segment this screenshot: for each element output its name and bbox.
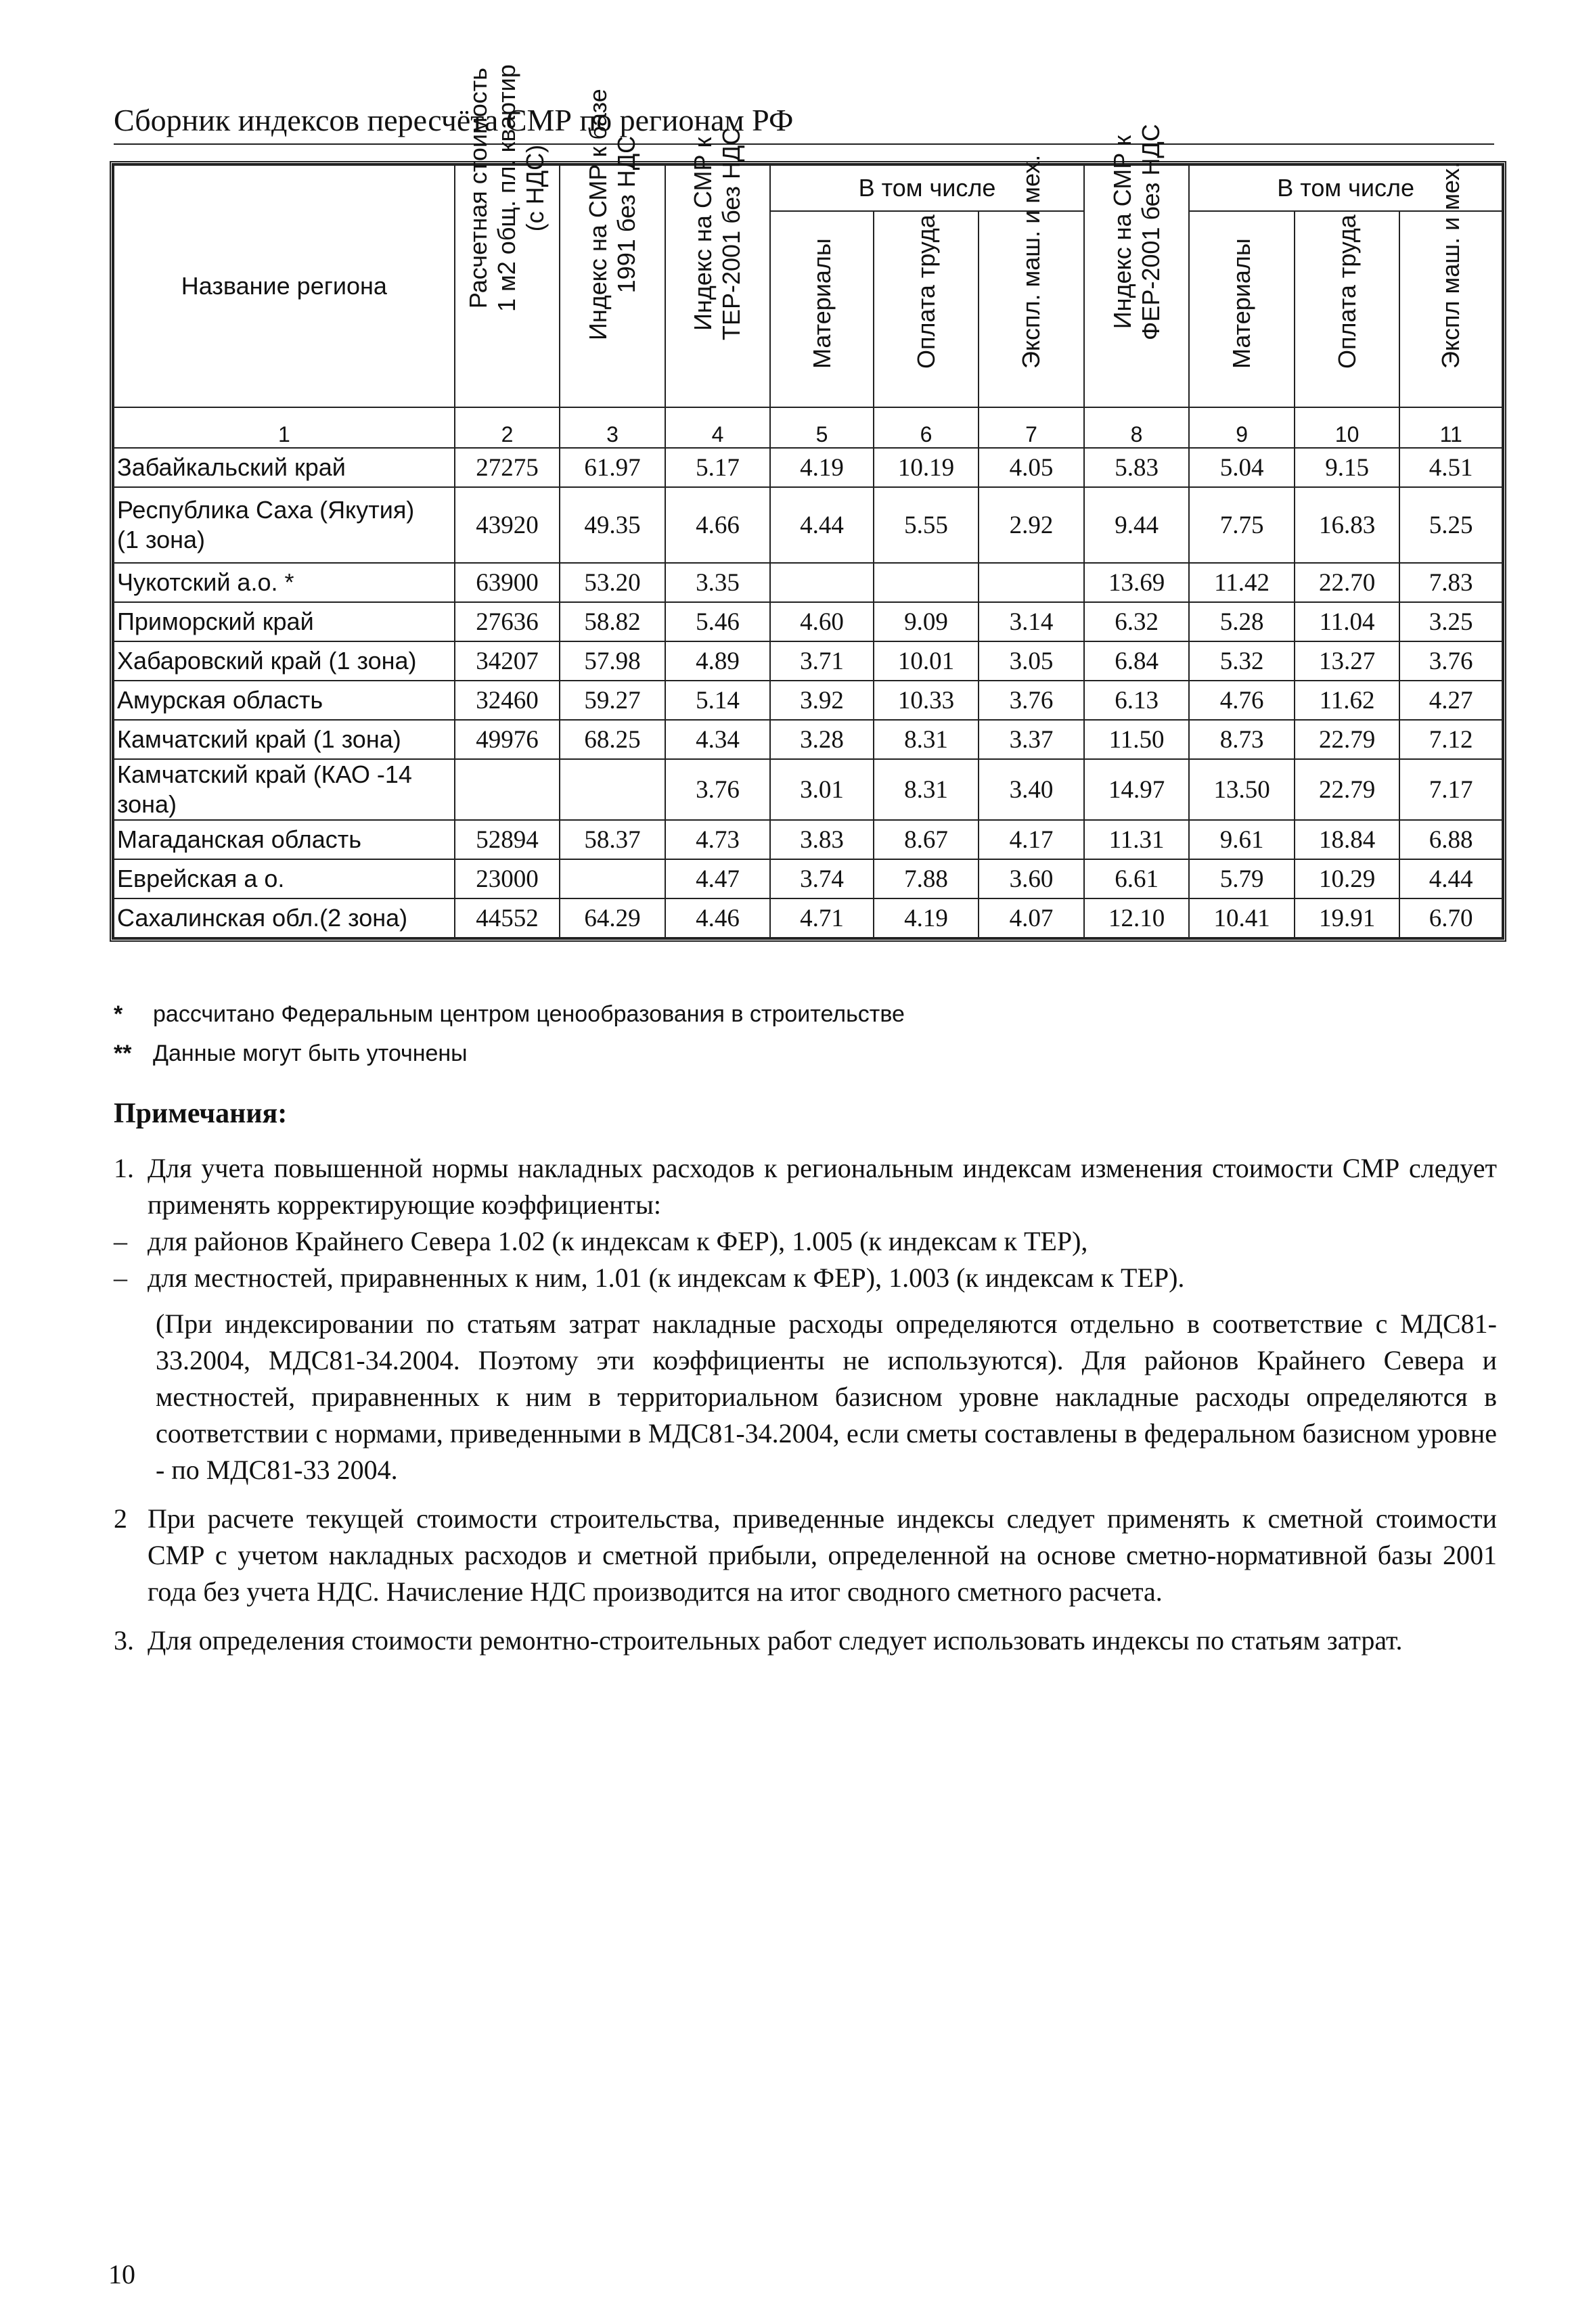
region-name-cell: [114, 487, 455, 563]
col-header-text: Материалы: [807, 238, 836, 369]
note-2: [114, 1501, 1497, 1610]
value-cell: 6.13: [1084, 681, 1190, 720]
value-cell: 44552: [455, 898, 560, 938]
region-name-cell: Камчатский край (КАО -14 зона): [114, 759, 455, 820]
value-cell: 5.46: [665, 602, 771, 641]
column-number-row: [114, 407, 1502, 448]
value-cell: 6.32: [1084, 602, 1190, 641]
column-number: 5: [770, 407, 874, 448]
region-name-cell: Сахалинская обл.(2 зона): [114, 898, 455, 938]
value-cell: 43920: [455, 487, 560, 563]
note-subitem-text: для районов Крайнего Севера 1.02 (к индексам к ФЕР), 1.005 (к индексам к ТЕР),: [148, 1226, 1088, 1256]
col-header-text: Материалы: [1228, 238, 1256, 369]
footnote-2: [114, 1034, 1494, 1073]
value-cell: 11.50: [1084, 720, 1190, 759]
region-name-cell: Магаданская область: [114, 820, 455, 859]
value-cell: 5.55: [874, 487, 979, 563]
column-number: 1: [114, 407, 455, 448]
col-header-text: Экспл. маш. и мех.: [1017, 154, 1046, 369]
value-cell: [560, 759, 665, 820]
col-header-fer-labor: [1295, 211, 1400, 407]
col-header-ter-machines: [979, 154, 1084, 407]
table-row: [114, 487, 1502, 563]
col-header-text: (с НДС): [521, 144, 549, 232]
note-text: При расчете текущей стоимости строительства, приведенные индексы следует применять к сметной стоимости СМР с учетом накладных расходов и сметной прибыли, определенной на основе сметно-нормативной базы 2001 года без учета НДС. Начисление НДС производится на итог сводного сметного расчета.: [148, 1503, 1497, 1607]
value-cell: 10.41: [1189, 898, 1295, 938]
dash-marker: –: [114, 1262, 127, 1293]
col-header-ter-labor: [874, 211, 979, 407]
value-cell: 3.37: [979, 720, 1084, 759]
value-cell: 13.69: [1084, 563, 1190, 602]
value-cell: 3.40: [979, 759, 1084, 820]
column-number: 3: [560, 407, 665, 448]
table-row: [114, 720, 1502, 759]
value-cell: 7.88: [874, 859, 979, 898]
region-name-cell: Еврейская а о.: [114, 859, 455, 898]
note-1: [114, 1150, 1497, 1223]
value-cell: 12.10: [1084, 898, 1190, 938]
value-cell: 3.74: [770, 859, 874, 898]
table-row: [114, 448, 1502, 487]
value-cell: 4.44: [1399, 859, 1502, 898]
value-cell: 5.25: [1399, 487, 1502, 563]
value-cell: 22.70: [1295, 563, 1400, 602]
value-cell: 10.33: [874, 681, 979, 720]
col-header-text: Оплата труда: [1332, 214, 1361, 369]
value-cell: 4.76: [1189, 681, 1295, 720]
value-cell: 18.84: [1295, 820, 1400, 859]
value-cell: 27636: [455, 602, 560, 641]
note-1-item-equivalent: [114, 1260, 1497, 1296]
region-name-cell: Хабаровский край (1 зона): [114, 641, 455, 681]
value-cell: 10.19: [874, 448, 979, 487]
footnote-text: рассчитано Федеральным центром ценообразования в строительстве: [153, 1001, 905, 1027]
value-cell: 7.83: [1399, 563, 1502, 602]
group-header-fer-breakdown: В том числе: [1189, 165, 1502, 211]
footnotes: [114, 995, 1494, 1073]
value-cell: 27275: [455, 448, 560, 487]
region-name-cell: Чукотский а.о. *: [114, 563, 455, 602]
value-cell: 19.91: [1295, 898, 1400, 938]
value-cell: 4.05: [979, 448, 1084, 487]
col-header-ter-materials: [770, 211, 874, 407]
table-row: [114, 898, 1502, 938]
value-cell: 3.76: [979, 681, 1084, 720]
value-cell: 7.75: [1189, 487, 1295, 563]
region-name-cell: Камчатский край (1 зона): [114, 720, 455, 759]
value-cell: 14.97: [1084, 759, 1190, 820]
value-cell: 5.04: [1189, 448, 1295, 487]
value-cell: 3.76: [665, 759, 771, 820]
value-cell: 61.97: [560, 448, 665, 487]
region-name-cell: Забайкальский край: [114, 448, 455, 487]
value-cell: 63900: [455, 563, 560, 602]
region-column-header: Название региона: [114, 165, 455, 407]
col-header-text: Экспл маш. и мех.: [1437, 161, 1465, 369]
value-cell: 5.14: [665, 681, 771, 720]
value-cell: 6.70: [1399, 898, 1502, 938]
column-number: 8: [1084, 407, 1190, 448]
value-cell: 13.50: [1189, 759, 1295, 820]
footnote-text: Данные могут быть уточнены: [153, 1041, 468, 1066]
value-cell: 3.92: [770, 681, 874, 720]
value-cell: 4.34: [665, 720, 771, 759]
value-cell: 49976: [455, 720, 560, 759]
column-number: 4: [665, 407, 771, 448]
note-3: [114, 1622, 1497, 1659]
value-cell: 58.82: [560, 602, 665, 641]
value-cell: 9.15: [1295, 448, 1400, 487]
value-cell: 9.09: [874, 602, 979, 641]
col-header-text: 1991 без НДС: [612, 135, 640, 294]
column-number: 11: [1399, 407, 1502, 448]
value-cell: 4.19: [874, 898, 979, 938]
value-cell: 4.71: [770, 898, 874, 938]
value-cell: 57.98: [560, 641, 665, 681]
value-cell: 68.25: [560, 720, 665, 759]
value-cell: 8.73: [1189, 720, 1295, 759]
value-cell: 9.61: [1189, 820, 1295, 859]
value-cell: 8.31: [874, 759, 979, 820]
column-number: 2: [455, 407, 560, 448]
notes-title: Примечания:: [114, 1098, 288, 1129]
value-cell: 10.01: [874, 641, 979, 681]
note-text: Для определения стоимости ремонтно-строительных работ следует использовать индексы по статьям затрат.: [148, 1625, 1403, 1656]
col-header-text: Индекс на СМР к базе: [583, 89, 612, 340]
table-row: [114, 563, 1502, 602]
col-header-text: 1 м2 общ. пл. квартир: [493, 64, 521, 312]
value-cell: 6.88: [1399, 820, 1502, 859]
value-cell: 4.17: [979, 820, 1084, 859]
value-cell: 6.84: [1084, 641, 1190, 681]
value-cell: [770, 563, 874, 602]
value-cell: 4.66: [665, 487, 771, 563]
value-cell: 3.28: [770, 720, 874, 759]
value-cell: 3.14: [979, 602, 1084, 641]
dash-marker: –: [114, 1226, 127, 1256]
value-cell: 7.12: [1399, 720, 1502, 759]
page-number: 10: [108, 2259, 135, 2289]
value-cell: [560, 859, 665, 898]
region-name-line: Республика Саха (Якутия): [117, 496, 415, 524]
value-cell: 3.60: [979, 859, 1084, 898]
note-number: 3.: [114, 1625, 134, 1656]
col-header-text: ФЕР-2001 без НДС: [1136, 124, 1165, 340]
col-header-text: Расчетная стоимость: [464, 67, 493, 309]
column-number: 9: [1189, 407, 1295, 448]
value-cell: 11.04: [1295, 602, 1400, 641]
note-text: Для учета повышенной нормы накладных расходов к региональным индексам изменения стоимости СМР следует применять корректирующие коэффициенты:: [148, 1153, 1497, 1220]
value-cell: 4.51: [1399, 448, 1502, 487]
footnote-1: [114, 995, 1494, 1034]
col-header-index-ter: [665, 127, 771, 407]
column-number: 6: [874, 407, 979, 448]
value-cell: 11.31: [1084, 820, 1190, 859]
value-cell: 4.89: [665, 641, 771, 681]
value-cell: 5.32: [1189, 641, 1295, 681]
value-cell: 3.25: [1399, 602, 1502, 641]
region-name-line: (1 зона): [117, 526, 206, 553]
value-cell: 11.62: [1295, 681, 1400, 720]
value-cell: 4.73: [665, 820, 771, 859]
footnote-mark: **: [114, 1041, 132, 1066]
region-name-cell: Амурская область: [114, 681, 455, 720]
value-cell: 16.83: [1295, 487, 1400, 563]
value-cell: 3.01: [770, 759, 874, 820]
note-1-paragraph: (При индексировании по статьям затрат накладные расходы определяются отдельно в соответствие с МДС81-33.2004, МДС81-34.2004. Поэтому эти коэффициенты не используются). Для районов Крайнего Севера и местностей, приравненных к ним в территориальном базисном уровне накладные расходы определяются в соответствии с нормами, приведенными в МДС81-34.2004, если сметы составлены в федеральном базисном уровне - по МДС81-33 2004.: [156, 1308, 1497, 1485]
value-cell: 64.29: [560, 898, 665, 938]
note-subitem-text: для местностей, приравненных к ним, 1.01 (к индексам к ФЕР), 1.003 (к индексам к ТЕР).: [148, 1262, 1185, 1293]
col-header-cost-per-m2: [455, 64, 560, 407]
value-cell: 3.76: [1399, 641, 1502, 681]
value-cell: 22.79: [1295, 720, 1400, 759]
value-cell: 3.71: [770, 641, 874, 681]
value-cell: 49.35: [560, 487, 665, 563]
col-header-text: Оплата труда: [912, 214, 940, 369]
value-cell: 6.61: [1084, 859, 1190, 898]
table-row: [114, 859, 1502, 898]
col-header-text: ТЕР-2001 без НДС: [717, 127, 746, 340]
value-cell: 4.07: [979, 898, 1084, 938]
value-cell: 3.35: [665, 563, 771, 602]
table-row: [114, 820, 1502, 859]
value-cell: 58.37: [560, 820, 665, 859]
value-cell: 5.28: [1189, 602, 1295, 641]
col-header-text: Индекс на СМР к: [1108, 135, 1136, 329]
value-cell: 2.92: [979, 487, 1084, 563]
value-cell: 7.17: [1399, 759, 1502, 820]
value-cell: 4.47: [665, 859, 771, 898]
table-row: [114, 759, 1502, 820]
col-header-fer-materials: [1189, 211, 1295, 407]
value-cell: [874, 563, 979, 602]
note-number: 1.: [114, 1153, 134, 1183]
value-cell: 4.44: [770, 487, 874, 563]
value-cell: 53.20: [560, 563, 665, 602]
value-cell: 3.83: [770, 820, 874, 859]
value-cell: 9.44: [1084, 487, 1190, 563]
col-header-fer-machines: [1399, 161, 1502, 407]
notes-list: [114, 1150, 1497, 1659]
footnote-mark: *: [114, 1001, 123, 1027]
value-cell: 8.67: [874, 820, 979, 859]
table-row: [114, 602, 1502, 641]
value-cell: 23000: [455, 859, 560, 898]
page-title: Сборник индексов пересчёта СМР по регионам РФ: [114, 101, 1494, 145]
note-number: 2: [114, 1503, 127, 1534]
value-cell: 5.17: [665, 448, 771, 487]
table-row: [114, 641, 1502, 681]
value-cell: 22.79: [1295, 759, 1400, 820]
group-header-ter-breakdown: В том числе: [770, 165, 1084, 211]
value-cell: 52894: [455, 820, 560, 859]
column-number: 7: [979, 407, 1084, 448]
col-header-index-fer: [1084, 124, 1190, 407]
col-header-text: Индекс на СМР к: [689, 137, 717, 331]
value-cell: 11.42: [1189, 563, 1295, 602]
value-cell: 4.46: [665, 898, 771, 938]
column-number: 10: [1295, 407, 1400, 448]
value-cell: 34207: [455, 641, 560, 681]
value-cell: 4.60: [770, 602, 874, 641]
value-cell: 8.31: [874, 720, 979, 759]
value-cell: 59.27: [560, 681, 665, 720]
table-row: [114, 681, 1502, 720]
value-cell: [455, 759, 560, 820]
value-cell: 13.27: [1295, 641, 1400, 681]
value-cell: 4.19: [770, 448, 874, 487]
value-cell: 5.83: [1084, 448, 1190, 487]
value-cell: 5.79: [1189, 859, 1295, 898]
region-name-cell: Приморский край: [114, 602, 455, 641]
value-cell: 10.29: [1295, 859, 1400, 898]
value-cell: [979, 563, 1084, 602]
value-cell: 32460: [455, 681, 560, 720]
value-cell: 4.27: [1399, 681, 1502, 720]
value-cell: 3.05: [979, 641, 1084, 681]
col-header-index-1991: [560, 89, 665, 407]
note-1-item-north: [114, 1223, 1497, 1260]
